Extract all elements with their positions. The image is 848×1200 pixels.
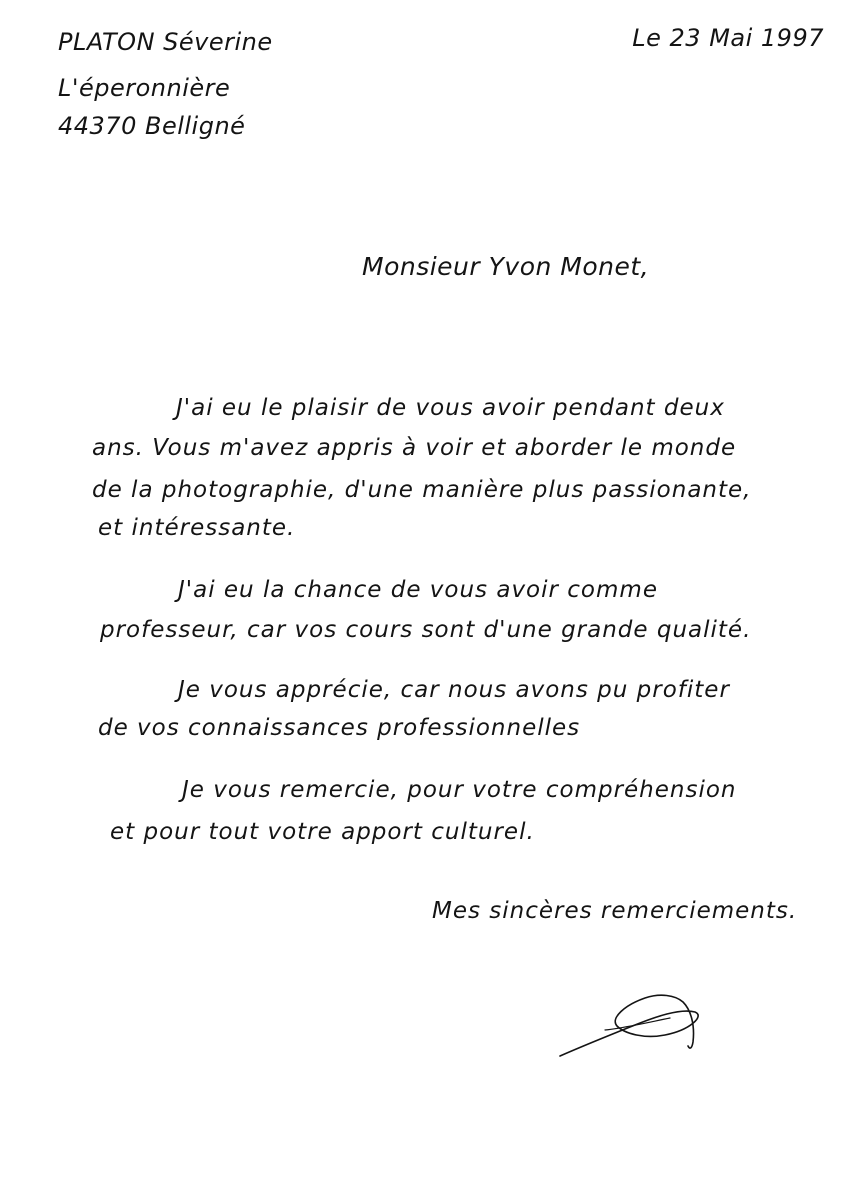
body-line: Je vous remercie, pour votre compréhension: [182, 777, 737, 803]
body-line: ans. Vous m'avez appris à voir et aborder le monde: [92, 435, 737, 461]
body-line: J'ai eu la chance de vous avoir comme: [178, 577, 658, 603]
sender-city: 44370 Belligné: [58, 112, 246, 140]
body-line: de vos connaissances professionnelles: [98, 715, 581, 741]
body-line: Je vous apprécie, car nous avons pu profiter: [178, 677, 730, 703]
body-line: et intéressante.: [98, 515, 296, 541]
sender-street: L'éperonnière: [58, 74, 231, 102]
body-line: J'ai eu le plaisir de vous avoir pendant deux: [176, 395, 725, 421]
body-line: et pour tout votre apport culturel.: [110, 819, 535, 845]
letter-date: Le 23 Mai 1997: [632, 24, 824, 52]
sender-name: PLATON Séverine: [58, 28, 273, 56]
closing-line: Mes sincères remerciements.: [432, 898, 798, 924]
salutation: Monsieur Yvon Monet,: [362, 252, 650, 281]
body-line: de la photographie, d'une manière plus passionante,: [92, 477, 752, 503]
body-line: professeur, car vos cours sont d'une grande qualité.: [100, 617, 752, 643]
signature-icon: [555, 990, 705, 1060]
